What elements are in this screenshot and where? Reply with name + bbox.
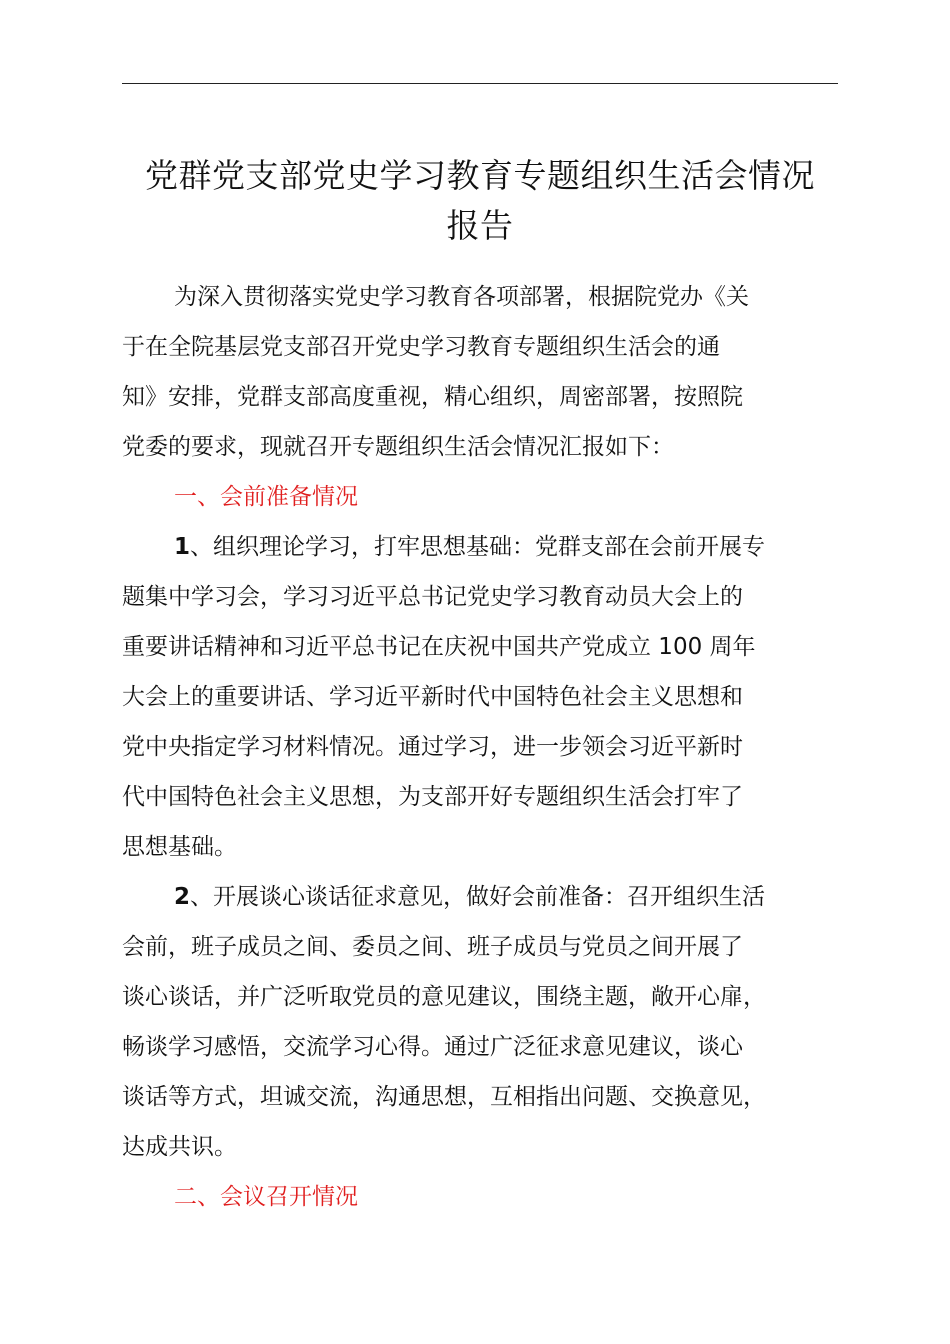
paragraph-line: 重要讲话精神和习近平总书记在庆祝中国共产党成立 100 周年 — [122, 634, 756, 660]
paragraph-line: 知》安排，党群支部高度重视，精心组织，周密部署，按照院 — [122, 384, 743, 410]
paragraph-line: 畅谈学习感悟，交流学习心得。通过广泛征求意见建议，谈心 — [122, 1034, 743, 1060]
document-title-line-1: 党群党支部党史学习教育专题组织生活会情况 — [145, 156, 815, 195]
paragraph-line: 为深入贯彻落实党史学习教育各项部署，根据院党办《关 — [174, 284, 749, 310]
paragraph-line: 谈话等方式，坦诚交流，沟通思想，互相指出问题、交换意见， — [122, 1084, 766, 1110]
section-heading-1: 一、会前准备情况 — [174, 484, 358, 510]
header-rule — [122, 83, 838, 84]
document-body — [122, 272, 862, 1222]
paragraph-line: 于在全院基层党支部召开党史学习教育专题组织生活会的通 — [122, 334, 720, 360]
item-number: 1 — [174, 534, 191, 560]
paragraph-line: 会前，班子成员之间、委员之间、班子成员与党员之间开展了 — [122, 934, 743, 960]
item-title-text: 、组织理论学习，打牢思想基础：党群支部在会前开展专 — [190, 534, 766, 560]
section1-item-1 — [122, 522, 862, 872]
paragraph-line: 谈心谈话，并广泛听取党员的意见建议，围绕主题，敞开心扉， — [122, 984, 766, 1010]
item-number: 2 — [174, 884, 191, 910]
intro-paragraph — [122, 272, 862, 472]
paragraph-line — [122, 872, 862, 922]
item-title-text: 、开展谈心谈话征求意见，做好会前准备：召开组织生活 — [190, 884, 766, 910]
paragraph-line: 党中央指定学习材料情况。通过学习，进一步领会习近平新时 — [122, 734, 743, 760]
paragraph-line: 党委的要求，现就召开专题组织生活会情况汇报如下： — [122, 434, 674, 460]
section-heading-2: 二、会议召开情况 — [174, 1184, 358, 1210]
paragraph-line: 大会上的重要讲话、学习近平新时代中国特色社会主义思想和 — [122, 684, 743, 710]
paragraph-line: 思想基础。 — [122, 834, 237, 860]
paragraph-line: 达成共识。 — [122, 1134, 237, 1160]
section1-item-2 — [122, 872, 862, 1172]
document-title-line-2: 报告 — [446, 206, 514, 245]
paragraph-line — [122, 522, 862, 572]
paragraph-line: 代中国特色社会主义思想，为支部开好专题组织生活会打牢了 — [122, 784, 743, 810]
paragraph-line: 题集中学习会，学习习近平总书记党史学习教育动员大会上的 — [122, 584, 743, 610]
